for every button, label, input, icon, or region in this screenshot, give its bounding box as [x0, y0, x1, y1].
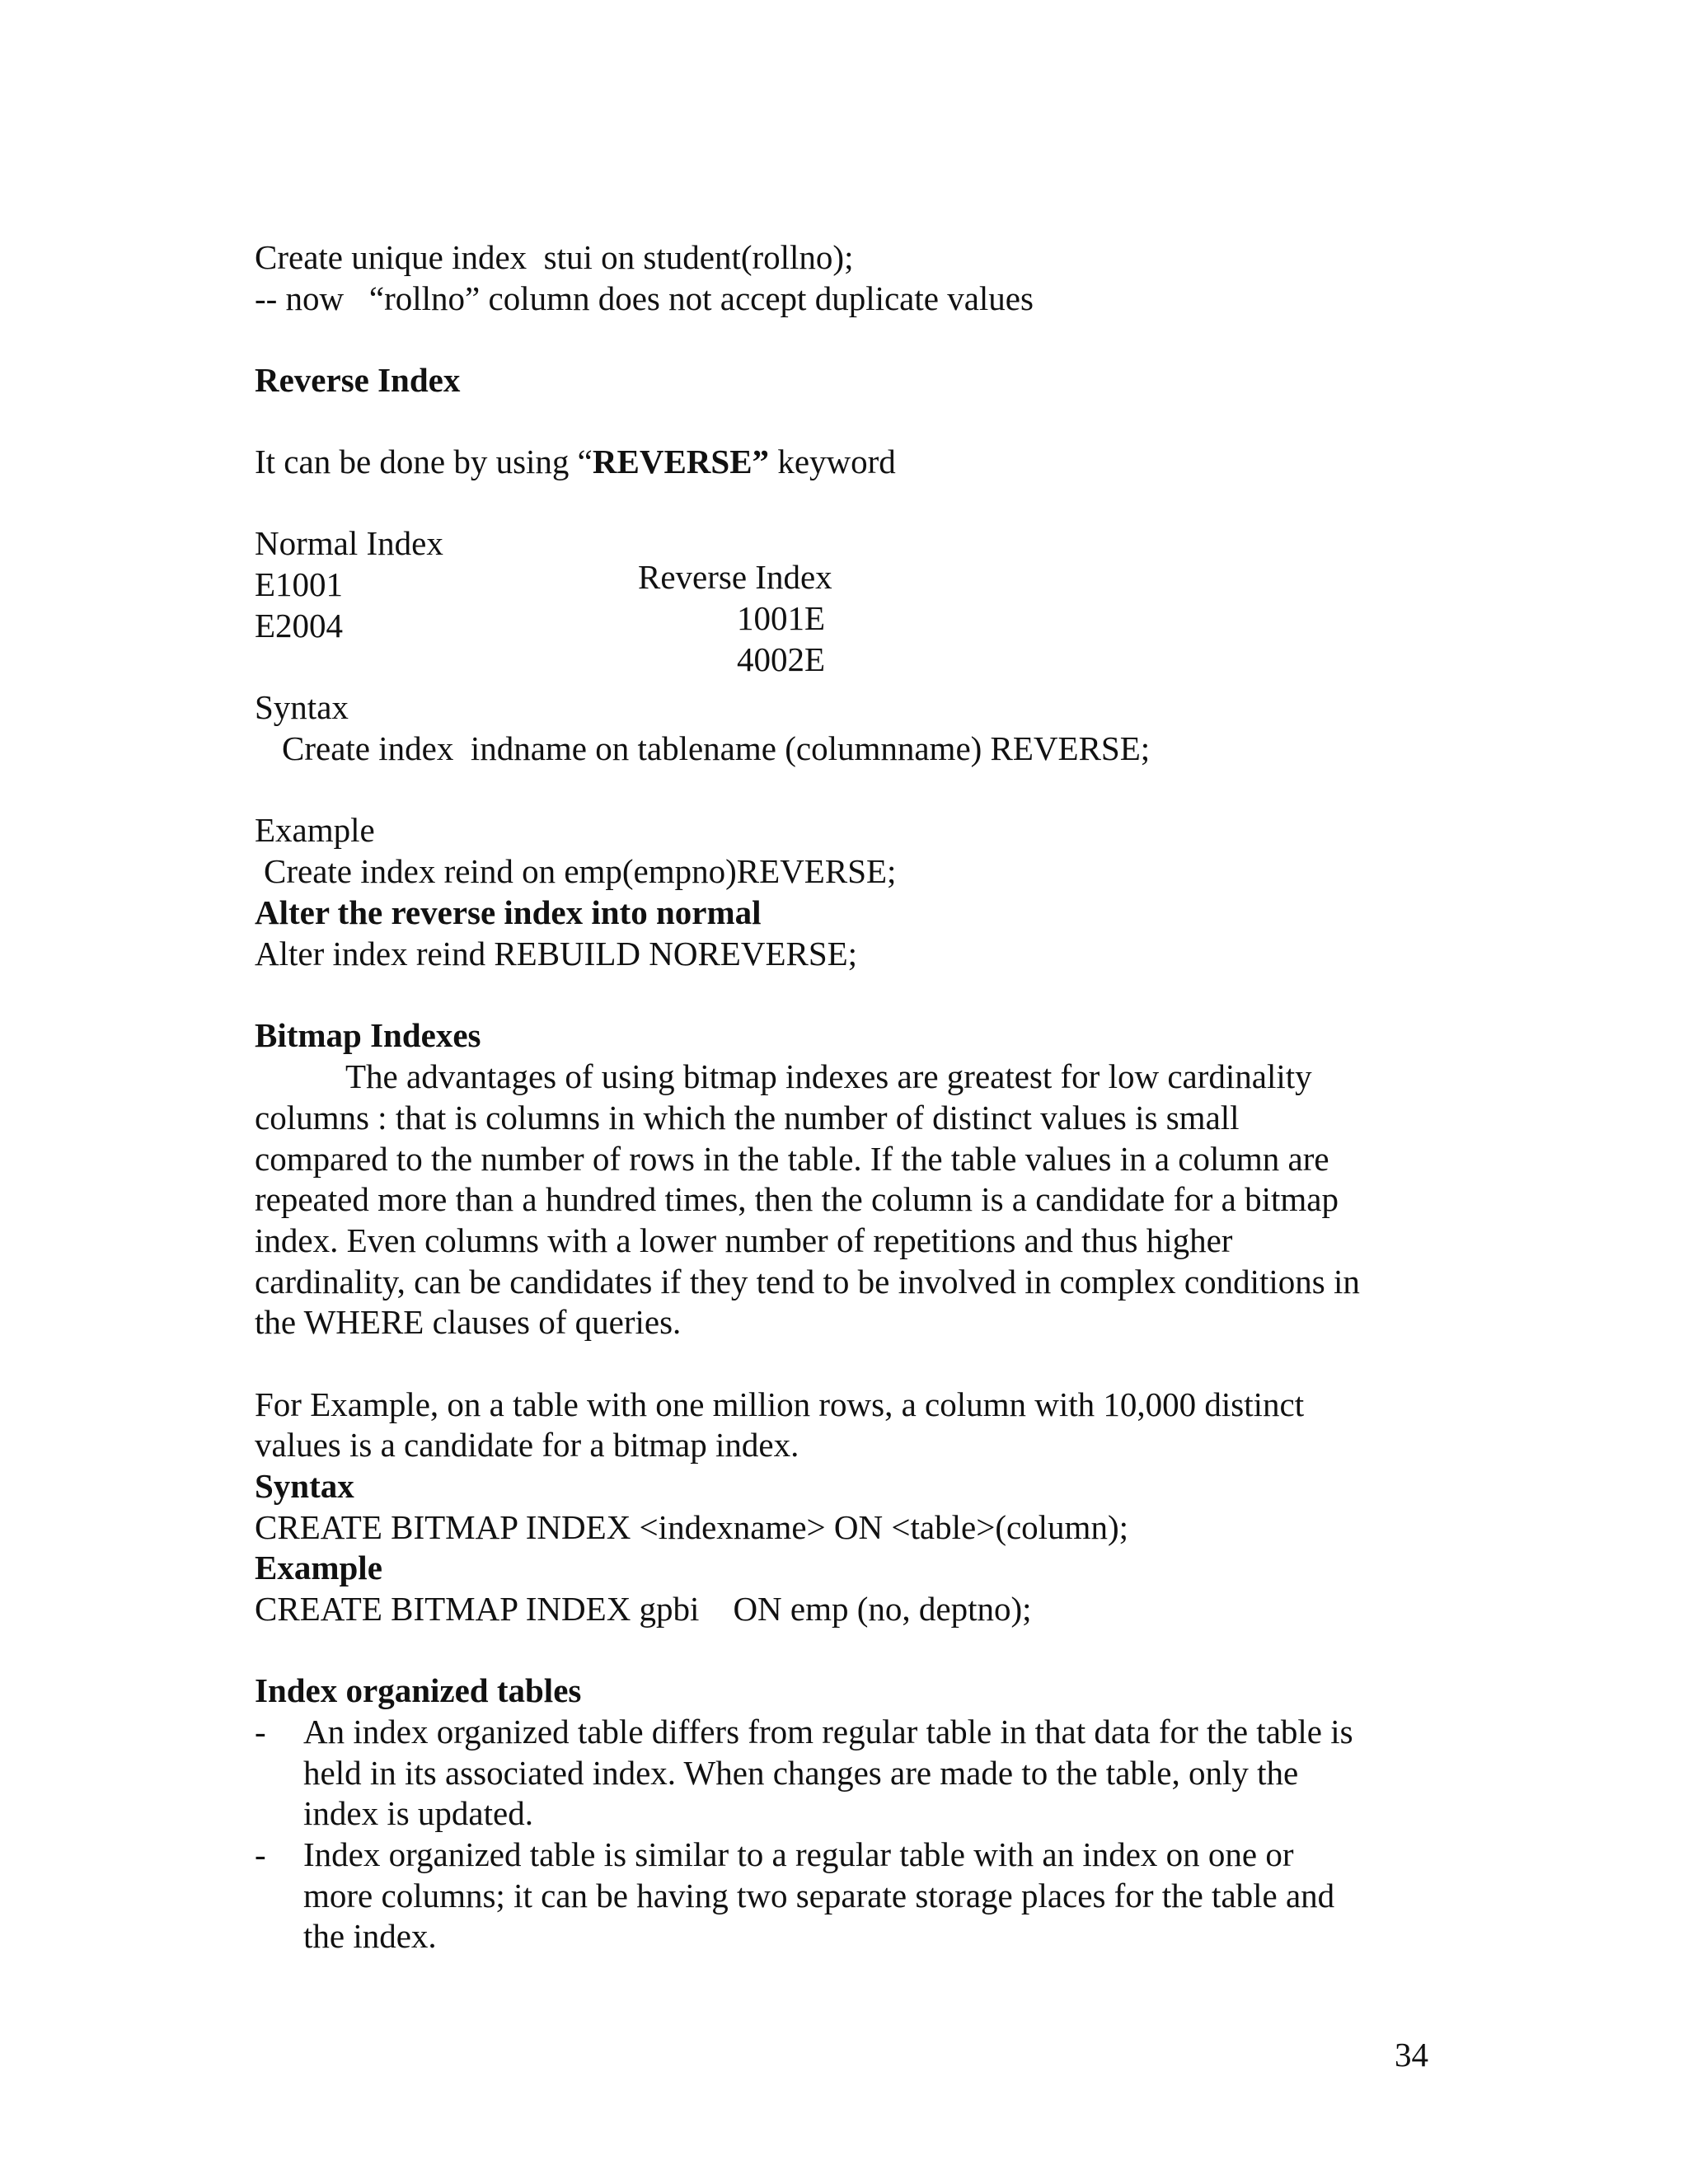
reverse-keyword: REVERSE” [592, 443, 770, 480]
bitmap-para-line: compared to the number of rows in the table. If the table values in a column are [255, 1140, 1329, 1178]
reverse-index-heading: Reverse Index [255, 361, 461, 399]
table-cell: 4002E [737, 640, 826, 678]
bullet-dash: - [255, 1835, 266, 1873]
bitmap-para-line: repeated more than a hundred times, then the column is a candidate for a bitmap [255, 1180, 1339, 1218]
table-header-reverse: Reverse Index [638, 558, 832, 596]
unique-index-statement: Create unique index stui on student(rollno); [255, 238, 854, 276]
bitmap-syntax-label: Syntax [255, 1467, 354, 1505]
intro-text-end: keyword [769, 443, 896, 480]
table-cell: 1001E [737, 599, 826, 637]
iot-heading: Index organized tables [255, 1671, 582, 1709]
iot-bullet-line: held in its associated index. When changes are made to the table, only the [303, 1754, 1299, 1792]
bitmap-heading: Bitmap Indexes [255, 1016, 481, 1054]
bitmap-para-line: columns : that is columns in which the number of distinct values is small [255, 1099, 1240, 1137]
iot-bullet-line: more columns; it can be having two separate storage places for the table and [303, 1877, 1335, 1915]
alter-line: Alter index reind REBUILD NOREVERSE; [255, 935, 858, 972]
iot-bullet-line: the index. [303, 1917, 437, 1955]
iot-bullet-line: An index organized table differs from regular table in that data for the table is [303, 1713, 1353, 1750]
bullet-dash: - [255, 1713, 266, 1750]
bitmap-para-line: cardinality, can be candidates if they tend to be involved in complex conditions in [255, 1263, 1360, 1301]
bitmap-example-para-line: values is a candidate for a bitmap index. [255, 1426, 799, 1464]
syntax-line: Create index indname on tablename (columnname) REVERSE; [282, 729, 1151, 767]
bitmap-para-line: The advantages of using bitmap indexes are greatest for low cardinality [345, 1057, 1312, 1095]
iot-bullet-line: Index organized table is similar to a regular table with an index on one or [303, 1835, 1294, 1873]
syntax-label: Syntax [255, 688, 349, 726]
bitmap-para-line: index. Even columns with a lower number of repetitions and thus higher [255, 1221, 1233, 1259]
example-line: Create index reind on emp(empno)REVERSE; [264, 852, 897, 890]
table-header-normal: Normal Index [255, 524, 443, 562]
table-cell: E1001 [255, 565, 344, 603]
bitmap-example-para-line: For Example, on a table with one million rows, a column with 10,000 distinct [255, 1385, 1305, 1423]
unique-index-comment: -- now “rollno” column does not accept duplicate values [255, 279, 1034, 317]
iot-bullet-line: index is updated. [303, 1794, 533, 1832]
alter-heading: Alter the reverse index into normal [255, 893, 762, 931]
bitmap-para-line: the WHERE clauses of queries. [255, 1303, 682, 1341]
bitmap-syntax-line: CREATE BITMAP INDEX <indexname> ON <table>(column); [255, 1508, 1128, 1546]
bitmap-example-label: Example [255, 1549, 382, 1586]
table-cell: E2004 [255, 607, 344, 644]
intro-text: It can be done by using “ [255, 443, 593, 480]
bitmap-example-line: CREATE BITMAP INDEX gpbi ON emp (no, deptno); [255, 1590, 1032, 1628]
example-label: Example [255, 811, 375, 849]
reverse-index-intro [255, 441, 896, 482]
page-number: 34 [1395, 2036, 1428, 2074]
